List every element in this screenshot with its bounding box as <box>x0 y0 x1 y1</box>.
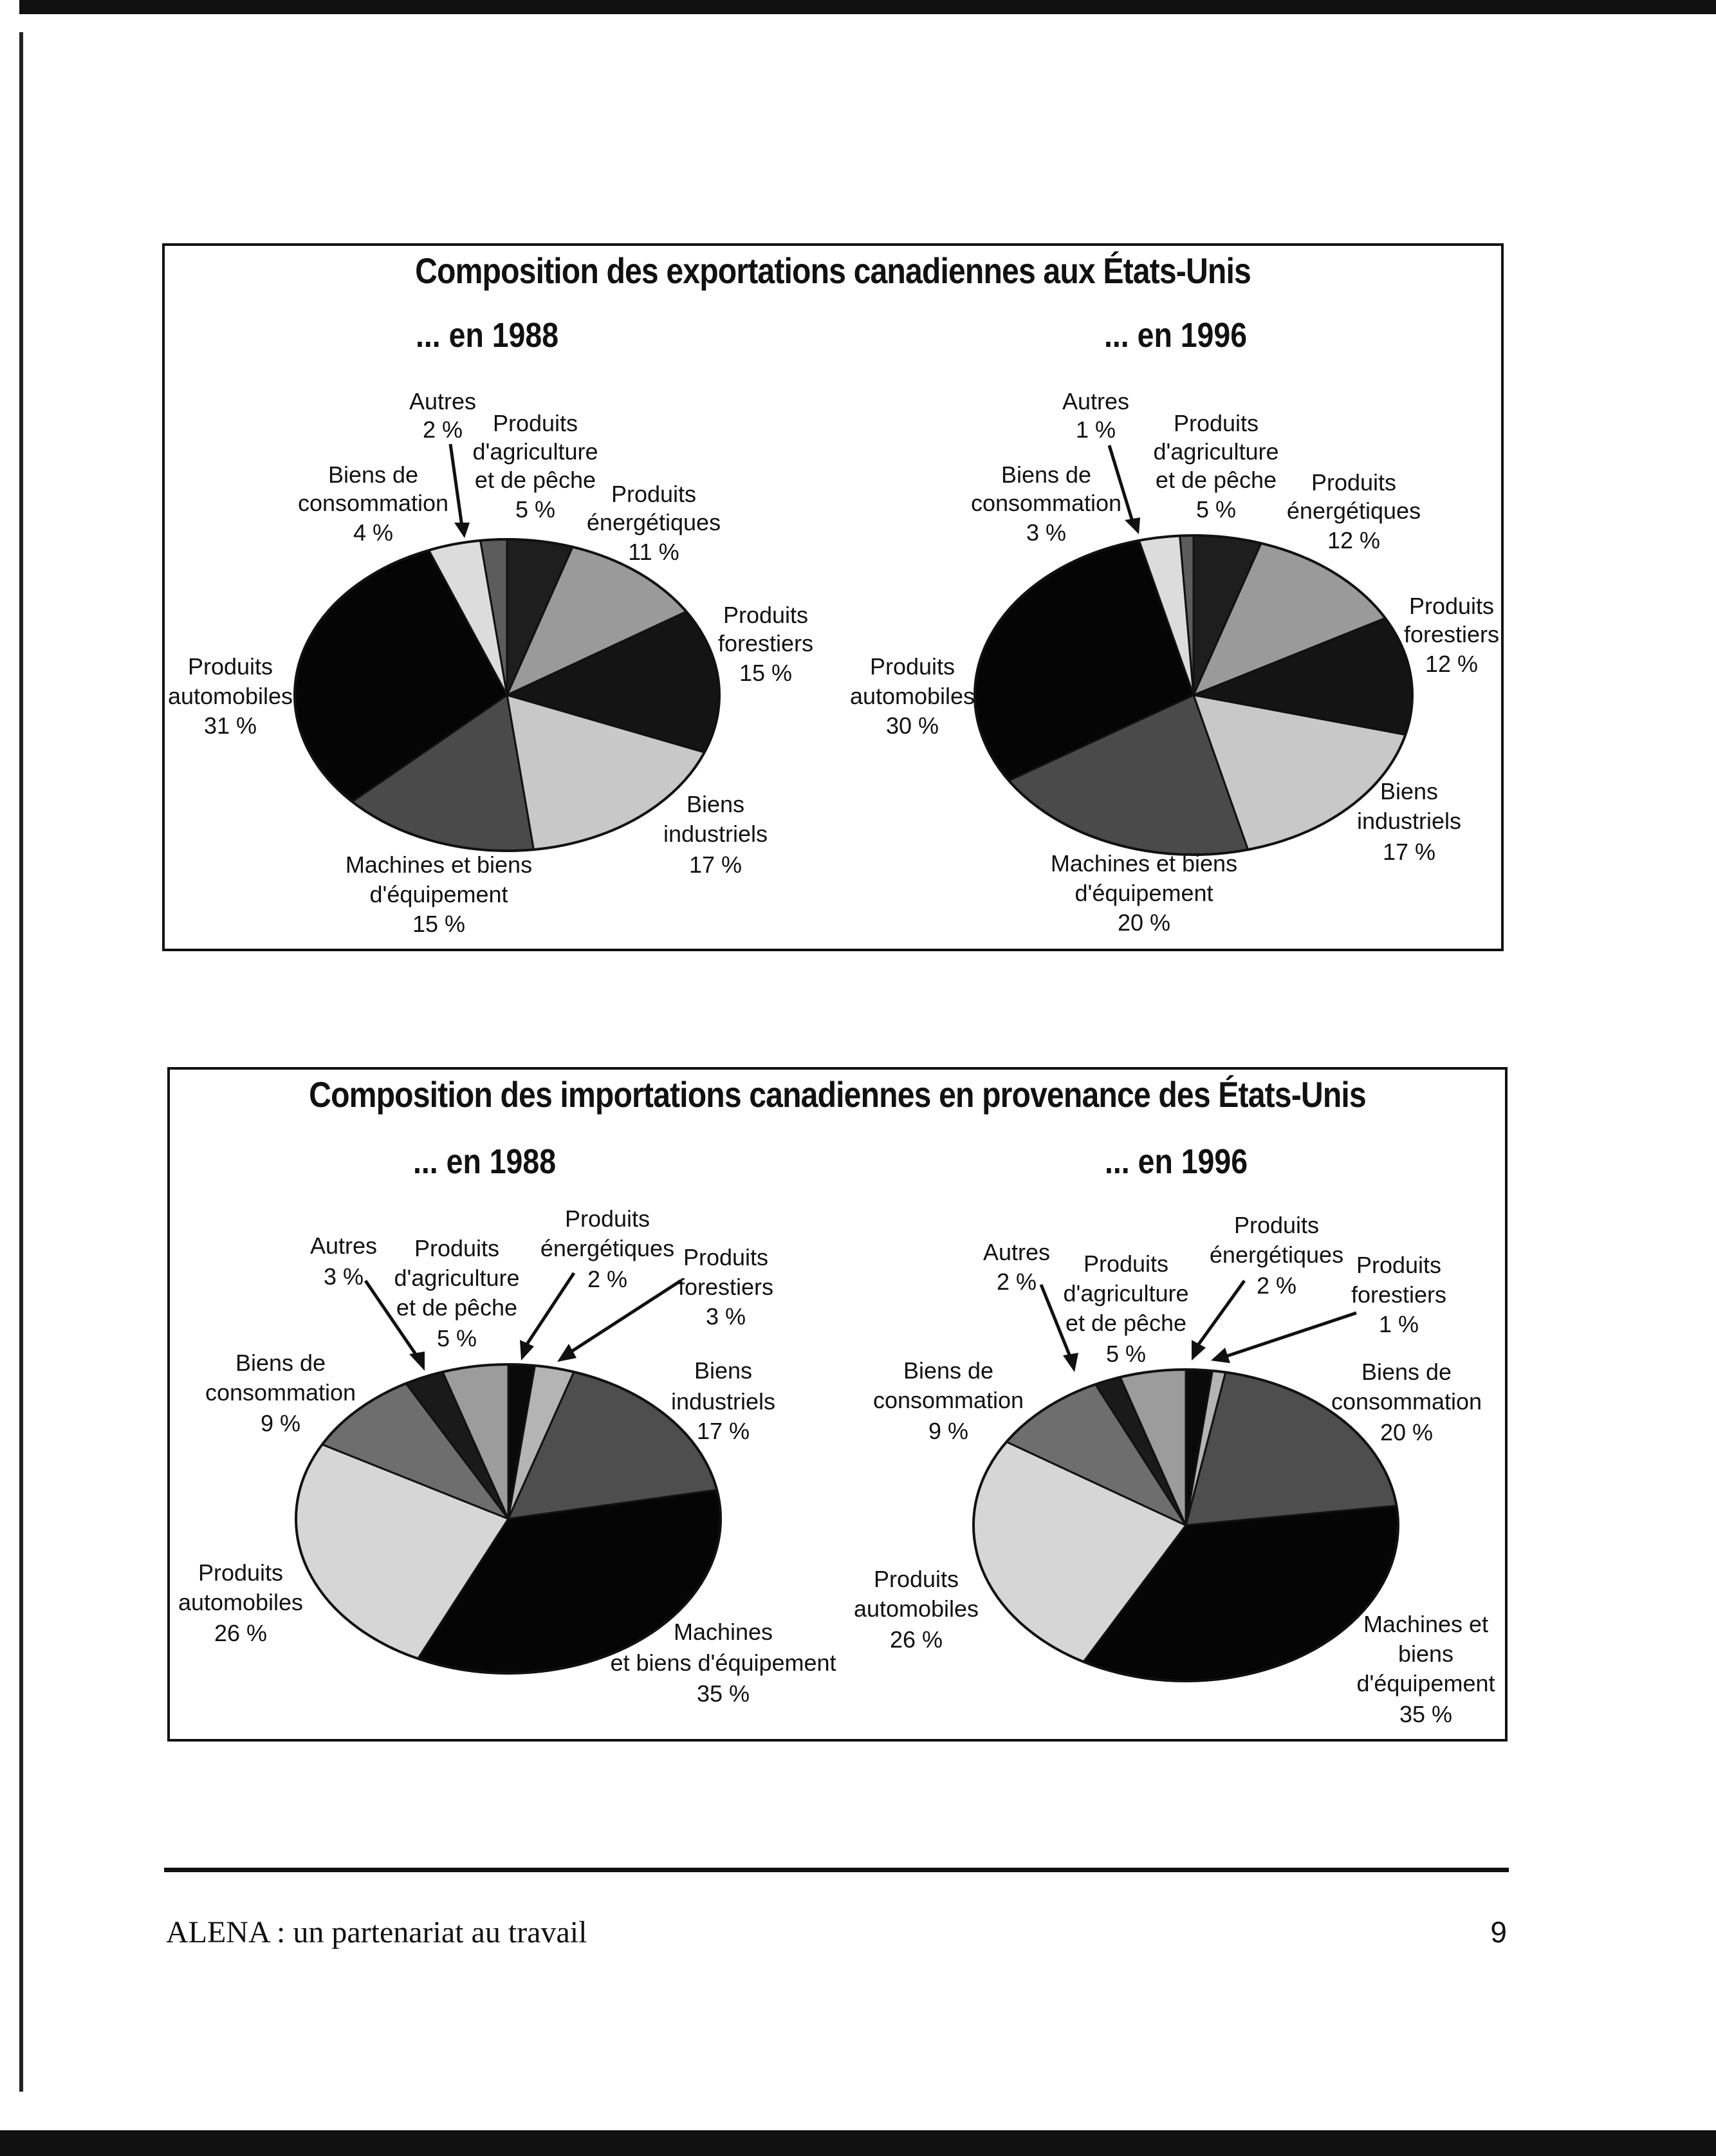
lbl-forest-line2: forestiers <box>717 630 814 656</box>
lbl-agri-line2: d'agriculture <box>1063 1280 1189 1306</box>
lbl-indus-line2: industriels <box>663 821 768 847</box>
exports-year-1988: ... en 1988 <box>416 316 559 355</box>
lbl-auto-line2: automobiles <box>178 1589 304 1615</box>
lbl-conso2-value: 20 % <box>1379 1419 1434 1445</box>
arrow-autres-head <box>1063 1353 1078 1372</box>
lbl-energ-value: 2 % <box>1256 1272 1297 1299</box>
lbl-indus-line2: industriels <box>670 1388 776 1415</box>
lbl-machine-line2: biens <box>1398 1640 1454 1667</box>
lbl-autres-value: 2 % <box>422 416 463 443</box>
lbl-agri-line3: et de pêche <box>1155 467 1277 493</box>
lbl-agri-line3: et de pêche <box>396 1294 518 1321</box>
lbl-forest-value: 1 % <box>1378 1311 1419 1337</box>
lbl-machine-value: 35 % <box>1399 1701 1453 1727</box>
lbl-machine-line2: d'équipement <box>1075 880 1213 906</box>
lbl-forest-value: 15 % <box>739 660 793 686</box>
lbl-agri-line1: Produits <box>492 410 578 436</box>
lbl-energ-line2: énergétiques <box>1209 1241 1344 1268</box>
lbl-agri-line2: d'agriculture <box>394 1265 520 1291</box>
lbl-machine-line2: d'équipement <box>369 881 508 907</box>
footer-title: ALENA : un partenariat au travail <box>166 1915 587 1949</box>
arrow-forest-head <box>1211 1348 1230 1363</box>
lbl-agri-line3: et de pêche <box>474 467 596 493</box>
lbl-agri-line1: Produits <box>1173 410 1259 436</box>
lbl-energ-value: 11 % <box>628 539 679 565</box>
lbl-energ-line1: Produits <box>564 1205 650 1232</box>
lbl-conso-line1: Biens de <box>235 1350 326 1376</box>
lbl-autres-name: Autres <box>1062 388 1130 414</box>
lbl-conso2-line1: Biens de <box>1361 1359 1452 1385</box>
lbl-conso-value: 3 % <box>1026 519 1067 546</box>
lbl-energ-line1: Produits <box>611 481 697 507</box>
lbl-machine-line2: et biens d'équipement <box>610 1650 836 1676</box>
arrow-forest <box>1225 1313 1356 1357</box>
lbl-machine-line3: d'équipement <box>1356 1670 1495 1696</box>
lbl-conso2-line2: consommation <box>1331 1388 1482 1415</box>
lbl-machine-line1: Machines et biens <box>345 851 533 878</box>
lbl-auto-line2: automobiles <box>167 683 293 709</box>
lbl-forest-line1: Produits <box>1408 593 1495 619</box>
lbl-auto-value: 26 % <box>214 1620 268 1646</box>
lbl-forest-line1: Produits <box>683 1244 769 1270</box>
lbl-energ-value: 2 % <box>587 1266 628 1292</box>
lbl-forest-line2: forestiers <box>1351 1281 1447 1308</box>
lbl-conso-line1: Biens de <box>328 461 419 488</box>
lbl-conso-value: 9 % <box>928 1418 969 1444</box>
lbl-forest-line1: Produits <box>723 602 809 628</box>
lbl-forest-line2: forestiers <box>678 1274 774 1300</box>
lbl-conso-line2: consommation <box>872 1387 1024 1413</box>
lbl-conso-line1: Biens de <box>1001 461 1092 488</box>
lbl-energ-line2: énergétiques <box>1286 497 1421 524</box>
lbl-machine-line1: Machines et biens <box>1050 850 1238 877</box>
lbl-forest-line2: forestiers <box>1403 621 1500 647</box>
lbl-auto-line1: Produits <box>873 1566 959 1592</box>
lbl-conso-value: 9 % <box>260 1410 301 1436</box>
lbl-indus-line1: Biens <box>694 1357 753 1384</box>
lbl-auto-value: 30 % <box>885 712 939 739</box>
exports-year-1996: ... en 1996 <box>1104 316 1248 355</box>
lbl-autres-value: 2 % <box>996 1269 1037 1295</box>
lbl-indus-line1: Biens <box>686 791 745 817</box>
lbl-auto-value: 26 % <box>889 1626 943 1653</box>
lbl-auto-line1: Produits <box>869 653 955 680</box>
lbl-machine-value: 15 % <box>412 911 466 937</box>
lbl-agri-value: 5 % <box>515 496 556 523</box>
imports-panel-title: Composition des importations canadiennes en provenance des États-Unis <box>309 1074 1366 1115</box>
lbl-conso-line2: consommation <box>205 1379 356 1406</box>
lbl-conso-line1: Biens de <box>903 1357 994 1384</box>
lbl-auto-line2: automobiles <box>853 1595 979 1622</box>
imports-year-1988: ... en 1988 <box>413 1142 557 1181</box>
lbl-autres-value: 3 % <box>323 1263 364 1290</box>
lbl-energ-line1: Produits <box>1311 469 1397 496</box>
page-number: 9 <box>1490 1915 1507 1949</box>
lbl-agri-value: 5 % <box>1195 496 1237 523</box>
scan-edge-bottom <box>0 2130 1716 2156</box>
lbl-machine-line1: Machines <box>673 1619 773 1645</box>
lbl-agri-line1: Produits <box>1083 1250 1169 1277</box>
lbl-energ-line1: Produits <box>1233 1212 1320 1238</box>
lbl-autres-name: Autres <box>309 1232 378 1259</box>
lbl-auto-value: 31 % <box>203 712 257 739</box>
lbl-autres-name: Autres <box>983 1239 1051 1265</box>
lbl-machine-value: 35 % <box>696 1680 750 1707</box>
lbl-auto-line1: Produits <box>198 1559 284 1586</box>
lbl-forest-value: 12 % <box>1425 651 1479 677</box>
lbl-agri-line1: Produits <box>414 1235 500 1261</box>
lbl-autres-name: Autres <box>409 388 477 414</box>
lbl-agri-value: 5 % <box>1105 1341 1147 1367</box>
lbl-forest-line1: Produits <box>1356 1252 1442 1278</box>
lbl-agri-value: 5 % <box>436 1325 477 1352</box>
lbl-agri-line2: d'agriculture <box>1153 438 1279 465</box>
lbl-conso-value: 4 % <box>353 519 394 546</box>
lbl-auto-line1: Produits <box>187 653 273 680</box>
footer-rule <box>164 1868 1509 1872</box>
lbl-indus-line1: Biens <box>1379 778 1439 804</box>
lbl-machine-value: 20 % <box>1117 909 1171 936</box>
lbl-indus-value: 17 % <box>688 851 743 878</box>
lbl-agri-line2: d'agriculture <box>472 438 598 465</box>
lbl-conso-line2: consommation <box>297 490 449 516</box>
lbl-conso-line2: consommation <box>970 490 1122 516</box>
lbl-energ-line2: énergétiques <box>540 1235 675 1261</box>
lbl-auto-line2: automobiles <box>849 683 975 709</box>
lbl-forest-value: 3 % <box>705 1303 746 1330</box>
lbl-indus-value: 17 % <box>696 1418 750 1444</box>
exports-panel-title: Composition des exportations canadiennes aux États-Unis <box>415 250 1251 291</box>
lbl-machine-line1: Machines et <box>1363 1611 1489 1637</box>
lbl-autres-value: 1 % <box>1075 416 1116 443</box>
lbl-energ-line2: énergétiques <box>586 509 721 535</box>
lbl-energ-value: 12 % <box>1327 527 1381 553</box>
arrow-energ <box>1198 1281 1244 1345</box>
lbl-agri-line3: et de pêche <box>1065 1310 1187 1336</box>
lbl-indus-line2: industriels <box>1356 808 1462 834</box>
imports-year-1996: ... en 1996 <box>1105 1142 1248 1181</box>
lbl-indus-value: 17 % <box>1382 839 1436 865</box>
